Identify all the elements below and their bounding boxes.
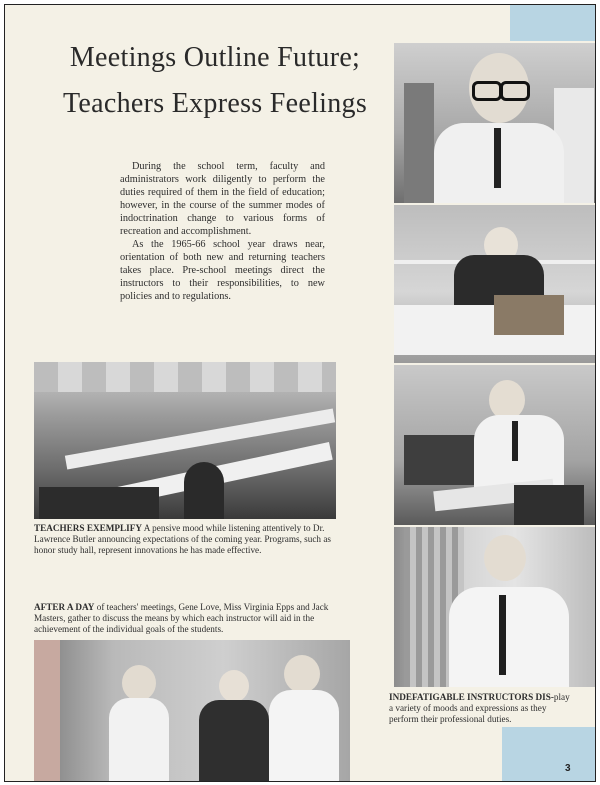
page-number: 3 (565, 763, 571, 774)
page-headline (45, 35, 385, 127)
caption-text: of teachers' meetings, Gene Love, Miss Virginia Epps and Jack Masters, gather to discuss the means by which each instructor will aid in the achievement of the individual goals of the students. (34, 602, 329, 634)
headline-line-1: Meetings Outline Future; (69, 42, 361, 73)
caption-teachers-exemplify (34, 523, 340, 556)
body-paragraph-1: During the school term, faculty and administrators work diligently to perform the duties required of them in the field of education; however, in the course of the summer modes of indoctrination change to various forms of recreation and accomplishment. (120, 161, 325, 237)
body-paragraph-2: As the 1965-66 school year draws near, orientation of both new and returning teachers takes place. Pre-school meetings direct the instructors to their responsibilities, to new policies and to regulations. (120, 239, 325, 302)
photo-faculty-meeting (34, 362, 336, 519)
caption-text: A pensive mood while listening attentively to Dr. Lawrence Butler announcing expectations of the coming year. Programs, such as honor study hall, represent innovations he has made effective. (34, 523, 331, 555)
caption-after-a-day (34, 602, 340, 635)
photo-teacher-standing (394, 527, 595, 687)
accent-tab-top (510, 5, 595, 41)
yearbook-page (4, 4, 596, 782)
caption-lead: INDEFATIGABLE INSTRUCTORS DIS- (389, 692, 554, 702)
article-body (120, 160, 325, 303)
photo-teachers-conversation (34, 640, 350, 781)
photo-teacher-writing (394, 365, 595, 525)
photo-teacher-desk (394, 205, 595, 363)
photo-teacher-glasses (394, 43, 595, 203)
caption-lead: AFTER A DAY (34, 602, 95, 612)
caption-lead: TEACHERS EXEMPLIFY (34, 523, 142, 533)
caption-indefatigable-instructors (389, 692, 571, 725)
caption-text: play a variety of moods and expressions as they perform their professional duties. (389, 692, 570, 724)
headline-line-2: Teachers Express Feelings (62, 88, 368, 119)
accent-tab-bottom (502, 727, 595, 781)
